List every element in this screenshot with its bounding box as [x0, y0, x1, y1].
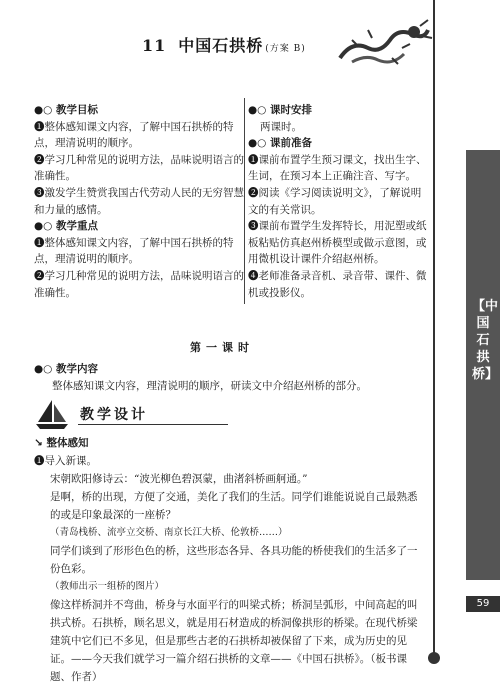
sailboat-icon — [34, 398, 70, 430]
right-column — [248, 102, 428, 301]
preparation-item: ❶课前布置学生预习课文，找出生字、生词，在预习本上正确注音、写字。 — [248, 153, 427, 183]
preparation-item: ❷阅读《学习阅读说明文》，了解说明文的有关常识。 — [248, 186, 422, 216]
preparation-heading: ●○ 课前准备 — [248, 137, 312, 150]
key-point-item: ❷学习几种常见的说明方法，品味说明语言的准确性。 — [34, 269, 244, 299]
body-paragraph: （教师出示一组桥的图片） — [50, 581, 165, 592]
left-column — [34, 102, 244, 301]
goal-item: ❶整体感知课文内容，了解中国石拱桥的特点，理清说明的顺序。 — [34, 120, 234, 150]
overview-heading: ↘ 整体感知 — [34, 437, 89, 449]
key-points-heading: ●○ 教学重点 — [34, 220, 98, 233]
column-divider — [244, 98, 245, 304]
lesson-period-title: 第一课时 — [190, 341, 254, 354]
schedule-text: 两课时。 — [260, 120, 302, 133]
body-paragraph: 宋朝欧阳修诗云：“波光柳色碧溟蒙，曲渚斜桥画舸通。” — [50, 473, 308, 485]
goal-item: ❷学习几种常见的说明方法，品味说明语言的准确性。 — [34, 153, 244, 183]
page-title — [142, 33, 306, 56]
margin-line-end — [428, 652, 440, 664]
body-paragraph: 是啊，桥的出现，方便了交通，美化了我们的生活。同学们谁能说说自己最熟悉的或是印象最深的一座桥？ — [50, 491, 418, 521]
preparation-item: ❹老师准备录音机、录音带、课件、微机或投影仪。 — [248, 269, 427, 299]
design-body — [34, 434, 426, 686]
step-text: ❶导入新课。 — [34, 455, 97, 467]
plan-label: (方案 B) — [265, 44, 306, 54]
design-underline — [78, 424, 228, 425]
page-number: 59 — [466, 596, 500, 612]
side-tab-label: 【中国石拱桥】 — [472, 299, 499, 382]
dragon-ornament-icon — [332, 18, 436, 70]
schedule-heading: ●○ 课时安排 — [248, 104, 312, 116]
content-heading: ●○ 教学内容 — [34, 363, 98, 375]
body-paragraph: 像这样桥洞并不弯曲，桥身与水面平行的叫梁式桥；桥洞呈弧形，中间高起的叫拱式桥。石拱桥，顾名思义，就是用石材造成的桥洞像拱形的桥梁。在现代桥梁建筑中它们已不多见，但是那些古老的石拱桥却被保留了下来，成为历史的见证。——今天我们就学习一篇介绍石拱桥的文章——《中国石拱桥》。（板书课题、作者） — [50, 599, 418, 683]
key-point-item: ❶整体感知课文内容，了解中国石拱桥的特点，理清说明的顺序。 — [34, 236, 234, 266]
body-paragraph: 同学们谈到了形形色色的桥，这些形态各异、各具功能的桥使我们的生活多了一份色彩。 — [50, 545, 418, 575]
goal-item: ❸激发学生赞赏我国古代劳动人民的无穷智慧和力量的感情。 — [34, 186, 244, 216]
design-title: 教学设计 — [80, 407, 148, 423]
lesson-number: 11 — [142, 36, 167, 55]
lesson-title: 中国石拱桥 — [178, 36, 264, 55]
margin-line — [433, 0, 435, 655]
body-paragraph: （青岛栈桥、流亭立交桥、南京长江大桥、伦敦桥……） — [50, 527, 288, 538]
preparation-item: ❸课前布置学生发挥特长，用泥塑或纸板粘贴仿真赵州桥模型或做示意图，或用微机设计课件介绍赵州桥。 — [248, 220, 427, 266]
goals-heading: ●○ 教学目标 — [34, 104, 98, 116]
content-text: 整体感知课文内容，理清说明的顺序，研读文中介绍赵州桥的部分。 — [52, 380, 367, 392]
